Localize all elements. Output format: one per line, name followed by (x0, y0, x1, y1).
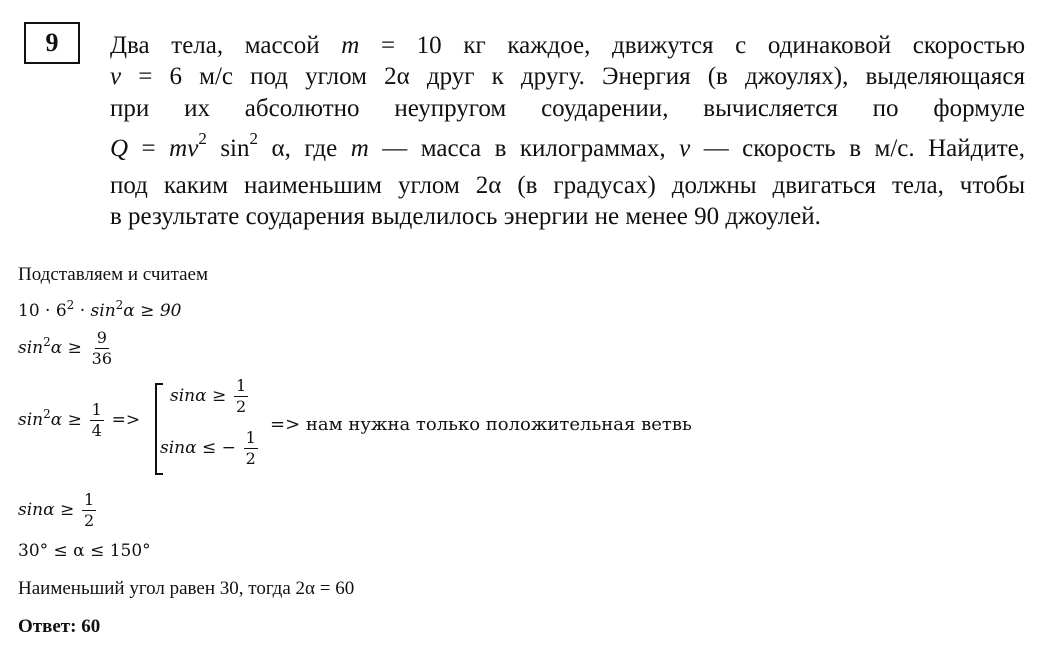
fraction: $\frac{1}{4}$ (91, 400, 102, 440)
problem-line-6: в результате соударения выделилось энергии не менее 90 джоулей. (110, 203, 821, 230)
energy-formula: $Q = mv^2$ $\sin^2 \alpha$, где (110, 129, 338, 162)
problem-line-2: v = 6 м/с под углом 2α друг к другу. Энергия (в джоулях), выделяющаяся (110, 63, 1025, 90)
fraction: $\frac{9}{36}$ (91, 328, 113, 368)
problem-line-5: под каким наименьшим углом 2α (в градусах) должны двигаться тела, чтобы (110, 172, 1025, 199)
solution-step-1: $10 \cdot 6^2 \cdot \sin^2\alpha \ge 90$ (18, 298, 182, 321)
problem-number: 9 (24, 22, 80, 64)
problem-block (0, 0, 1045, 250)
solution-intro: Подставляем и считаем (18, 264, 209, 285)
answer: Ответ: 60 (18, 616, 101, 637)
branch-negative: sinα ≤ − $\frac{1}{2}$ (160, 428, 256, 468)
solution-step-3: $\sin^2\alpha$ ≥ $\frac{1}{4}$ => (18, 400, 141, 440)
solution-step-2: $\sin^2\alpha$ ≥ $\frac{9}{36}$ (18, 328, 113, 368)
problem-line-1: Два тела, массой m = 10 кг каждое, движутся с одинаковой скоростью (110, 32, 1026, 59)
problem-line-3: при их абсолютно неупругом соударении, вычисляется по формуле (110, 95, 1025, 122)
solution-step-4: sinα ≥ $\frac{1}{2}$ (18, 490, 95, 530)
branch-positive: sinα ≥ $\frac{1}{2}$ (170, 376, 247, 416)
fraction: $\frac{1}{2}$ (84, 490, 95, 530)
problem-line-4: $Q = mv^2$ $\sin^2 \alpha$, где m — масса в килограммах, v — скорость в м/с. Найдите, (110, 129, 1026, 162)
angle-range: 30° ≤ α ≤ 150° (18, 541, 151, 561)
fraction: $\frac{1}{2}$ (245, 428, 256, 468)
branch-comment: => нам нужна только положительная ветвь (270, 414, 692, 435)
solution-conclusion: Наименьший угол равен 30, тогда 2α = 60 (18, 578, 355, 599)
fraction: $\frac{1}{2}$ (236, 376, 247, 416)
